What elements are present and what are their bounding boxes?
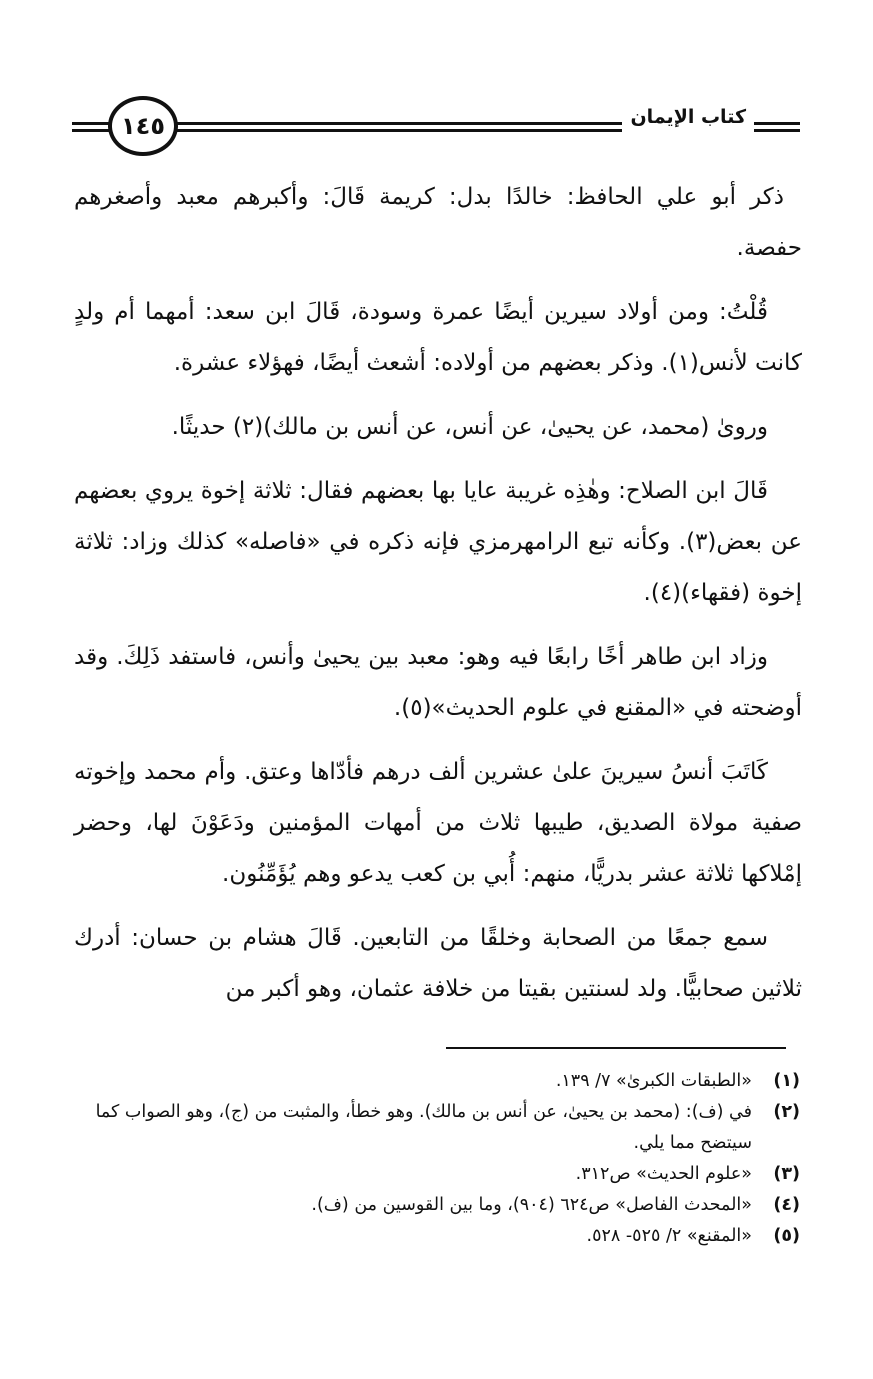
footnotes [80,1066,800,1252]
header-rule [172,122,622,125]
footnote-number: (٤) [773,1195,800,1215]
footnote-text: «علوم الحديث» ص٣١٢. [575,1164,752,1184]
paragraph: كَاتَبَ أنسُ سيرينَ علىٰ عشرين ألف درهم فأدّاها وعتق. وأم محمد وإخوته صفية مولاة الصديق، طيبها ثلاث من أمهات المؤمنين ودَعَوْنَ لها، وحضر إمْلاكها ثلاثة عشر بدريًّا، منهم: أُبي بن كعب يدعو وهم يُؤَمِّنُون. [74,759,802,887]
paragraph: قُلْتُ: ومن أولاد سيرين أيضًا عمرة وسودة، قَالَ ابن سعد: أمهما أم ولدٍ كانت لأنس(١). وذكر بعضهم من أولاده: أشعث أيضًا، فهؤلاء عشرة. [74,299,802,376]
paragraph: وزاد ابن طاهر أخًا رابعًا فيه وهو: معبد بين يحيیٰ وأنس، فاستفد ذَلِكَ. وقد أوضحته في «المقنع في علوم الحديث»(٥). [74,644,802,721]
footnote-number: (٥) [773,1226,800,1246]
paragraph: قَالَ ابن الصلاح: وهٰذِه غريبة عايا بها بعضهم فقال: ثلاثة إخوة يروي بعضهم عن بعض(٣). وكأنه تبع الرامهرمزي فإنه ذكره في «فاصله» كذلك وزاد: ثلاثة إخوة (فقهاء)(٤). [74,478,802,606]
footnote-number: (٣) [773,1164,800,1184]
header-rule [72,122,112,125]
header-rule [172,129,622,132]
header-rule [754,122,800,125]
footnote-text: «المحدث الفاصل» ص٦٢٤ (٩٠٤)، وما بين القوسين من (ف). [311,1195,752,1215]
footnote [80,1159,800,1190]
footnote-number: (٢) [773,1102,800,1122]
footnote [80,1221,800,1252]
footnote [80,1190,800,1221]
running-title: كتاب الإيمان [630,106,746,128]
footnote [80,1066,800,1097]
footnote-text: في (ف): (محمد بن يحيیٰ، عن أنس بن مالك). وهو خطأ، والمثبت من (ج)، وهو الصواب كما سيتضح مما يلي. [95,1102,752,1153]
paragraph: سمع جمعًا من الصحابة وخلقًا من التابعين. قَالَ هشام بن حسان: أدرك ثلاثين صحابيًّا. ولد لسنتين بقيتا من خلافة عثمان، وهو أكبر من [74,925,802,1002]
page-number: ١٤٥ [108,96,178,156]
header-rule [754,129,800,132]
page-header [72,92,800,164]
paragraph: ذكر أبو علي الحافظ: خالدًا بدل: كريمة قَالَ: وأكبرهم معبد وأصغرهم حفصة. [74,184,802,261]
footnote-text: «المقنع» ٢/ ٥٢٥- ٥٢٨. [586,1226,752,1246]
footnote-separator [446,1047,786,1049]
footnote-text: «الطبقات الكبرىٰ» ٧/ ١٣٩. [555,1071,752,1091]
main-text [74,172,802,1028]
paragraph: ورویٰ (محمد، عن يحيیٰ، عن أنس، عن أنس بن مالك)(٢) حديثًا. [171,414,768,440]
header-rule [72,129,112,132]
footnote-number: (١) [773,1071,800,1091]
footnote [80,1097,800,1159]
